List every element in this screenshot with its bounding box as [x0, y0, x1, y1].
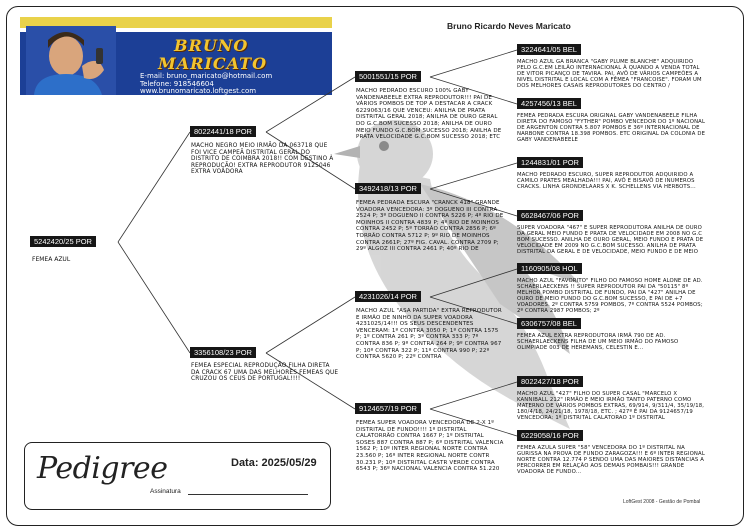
dam-sire-description: MACHO AZUL "ASA PARTIDA" EXTRA REPRODUTOR E IRMÃO DE NINHO DA SUPER VOADORA 4231025/14!!! OS SEUS DESCENDENTES VENCERAM: 1º CONTRA 3050 P; 1º CONTRA 1575 P; 1º CONTRA 261 P; 3º CONTRA 333 P; 7º CONTRA 836 P; 9º CONTRA 264 P; 9º CONTRA 967 P; 10º CONTRA 322 P; 11º CONTRA 990 P; 22º CONTRA 5620 P; 22º CONTRA: [356, 308, 502, 361]
pedigree-logo: Pedigree: [37, 451, 168, 486]
breeder-name-line1: BRUNO: [174, 36, 249, 55]
gg-ring-1: 3224641/05 BEL: [517, 44, 581, 55]
sire-description: MACHO NEGRO MEIO IRMÃO DA 063718 QUE FOI VICE CAMPEÃ DISTRITAL GERAL DO DISTRITO DE COIMBRA 2018!! COM DESTINO À REPRODUÇÃO! EXTRA REPRODUTOR 9125046 EXTRA VOADORA: [191, 143, 334, 176]
owner-name: Bruno Ricardo Neves Maricato: [447, 21, 571, 31]
dam-description: FEMEA ESPECIAL REPRODUÇÃO FILHA DIRETA DA CRACK 67 UMA DAS MELHORES FEMEAS QUE CRUZOU OS CEUS DE PORTUGAL!!!!: [191, 363, 339, 383]
breeder-website: www.brunomaricato.loftgest.com: [140, 87, 257, 95]
signature-box: [24, 442, 331, 510]
signature-label: Assinatura: [150, 488, 181, 495]
gg-description-2: FEMEA PEDRADA ESCURA ORIGINAL GABY VANDENABEELE FILHA DIRETA DO FAMOSO "FYTHER" POMBO VENCEDOR DO 1º NACIONAL DE ARGENTON CONTRA 5.807 POMBOS E 36º INTERNACIONAL DE NARBONE CONTRA 18.398 POMBOS. ETC ORIGINAL DA COLONIA DE GABY VANDENABEELE: [517, 113, 706, 143]
gg-ring-6: 6306757/08 BEL: [517, 318, 581, 329]
sire-sire-ring: 5001551/15 POR: [355, 71, 421, 82]
gg-description-7: MACHO AZUL "427" FILHO DO SUPER CASAL "MARCELO X KANNIBALL 212" IRMÃO E MEIO IRMÃO TANTO PATERNO COMO MATERNO DE VÁRIOS POMBOS EXTRAS, 69/914, 9/311/4, 35/19/18, 180/4/18, 24/21/18, 1978/18, ETC. ; 427º É PAI DA 9124657/19 VENCEDORA: 1º DISTRITAL CALATORAO 1º DISTRITAL: [517, 391, 705, 421]
gg-description-8: FEMEA AZULA SUPER "58" VENCEDORA DO 1º DISTRITAL NA GURISSA NA PROVA DE FUNDO ZARAGOZA!!! E 6º INTER REGIONAL NORTE CONTRA 12.774 P SENDO UMA DAS MAIORES DISTANCIAS A PERCORRER EM RELAÇÃO AOS DEMAIS POMBAIS!!! GRANDE VOADORA DE FUNDO...: [517, 445, 705, 475]
signature-line: [188, 494, 308, 495]
sire-dam-ring: 3492418/13 POR: [355, 183, 421, 194]
gg-description-5: MACHO AZUL "FAVORITO" FILHO DO FAMOSO HOME ALONE DE AD. SCHAERLAECKENS !! SUPER REPRODUTOR PAI DA "50115" 8º MELHOR POMBO DISTRITAL DE FUNDO, PAI DA "427" ANILHA DE OURO DE MEIO FUNDO DO G.C.BOM SUCESSO, E PAI DE +7 VOADORES. 2º CONTRA 5759 POMBOS, 7º CONTRA 5524 POMBOS; 2º CONTRA 2987 POMBOS; 2º: [517, 278, 703, 314]
dam-dam-ring: 9124657/19 POR: [355, 403, 421, 414]
pedigree-date: Data: 2025/05/29: [231, 457, 317, 469]
footer-credit: LoftGest 2008 - Gestão de Pombal: [623, 499, 701, 505]
subject-ring: 5242420/25 POR: [30, 236, 96, 247]
breeder-name-line2: MARICATO: [158, 54, 268, 73]
gg-description-3: MACHO PEDRADO ESCURO, SUPER REPRODUTOR ADQUIRIDO A CAMILO PRATES MEALHADA!!! PAI, AVÔ E BISAVÔ DE INUMEROS CRACKS. LINHA GRONDELAARS X K. SCHELLENS VIA HERBOTS...: [517, 172, 696, 190]
gg-ring-2: 4257456/13 BEL: [517, 98, 581, 109]
gg-description-6: FEMEA AZUL EXTRA REPRODUTORA IRMÃ 790 DE AD. SCHAERLAECKENS FILHA DE UM MEIO IRMÃO DO FAMOSO OLIMPIADE 003 DE HEREMANS, CELESTIN E...: [517, 333, 679, 351]
gg-ring-5: 1160905/08 HOL: [517, 263, 582, 274]
subject-description: FEMEA AZUL: [32, 256, 71, 263]
gg-ring-8: 6229058/16 POR: [517, 430, 583, 441]
sire-dam-description: FEMEA PEDRADA ESCURA "CRANCK 418" GRANDE VOADORA VENCEDORA: 3º DOGUENO III CONTRA 2524 P; 3º DOGUENO II CONTRA 5226 P; 4º RIO DE MOINHOS II CONTRA 4839 P; 4º RIO DE MOINHOS CONTRA 2452 P; 5º TORRÃO CONTRA 2856 P; 6º TORRÃO CONTRA 5712 P; 9º RIO DE MOINHOS CONTRA 2661P; 27º FIG. CAVAL. CONTRA 2709 P; 29º ALGOZ III CONTRA 2461 P; 40º RIO DE: [356, 200, 504, 253]
dam-ring: 3356108/23 POR: [190, 347, 256, 358]
breeder-phone: Telefone: 918546604: [140, 79, 214, 88]
sire-sire-description: MACHO PEDRADO ESCURO 100% GABY VANDENABEELE EXTRA REPRODUTOR!!! PAI DE VÁRIOS POMBOS DE TOP A DESTACAR A CRACK 6229063/16 QUE VENCEU: ANILHA DE PRATA DISTRITAL GERAL 2018; ANILHA DE OURO GERAL DO G.C.BOM SUCESSO 2018; ANILHA DE OURO MEIO FUNDO G.C.BOM SUCESSO 2018; ANILHA DE PRATA VELOCIDADE G.C.BOM SUCESSO 2018; ETC: [356, 88, 502, 141]
sire-ring: 8022441/18 POR: [190, 126, 256, 137]
dam-sire-ring: 4231026/14 POR: [355, 291, 421, 302]
gg-ring-4: 6628467/06 POR: [517, 210, 583, 221]
dam-dam-description: FEMEA SUPER VOADORA VENCEDORA DE 2-X 1º DISTRITAL DE FUNDO!!!! 1º DISTRITAL CALATORRÃO CONTRA 1667 P; 1º DISTRITAL SOSES 887 CONTRA 887 P; 6º DISTRITAL VALENCIA 1562 P; 10º INTER REGIONAL NORTE CONTRA 23.560 P; 16º INTER REGIONAL NORTE CONTR 30.231 P; 10º DISTRITAL CASTR VERDE CONTRA 6543 P; 36º NACIONAL VALENCIA CONTRA 51.220: [356, 420, 504, 473]
gg-description-4: SUPER VOADORA "467" E SUPER REPRODUTORA ANILHA DE OURO DA GERAL MEIO FUNDO E PRATA DE VELOCIDADE EM 2008 NO G.C BOM SUCESSO. ANILHA DE OURO GERAL, MEIO FUNDO E PRATA DE VELOCIDADE EM 2009 NO G.C.BOM SUCESSO. ANILHA DE PRATA DISTRITAL DA GERAL E DE VELOCIDADE, MEIO FUNDO E DE MEIO: [517, 225, 704, 255]
breeder-email: E-mail: bruno_maricato@hotmail.com: [140, 72, 273, 80]
gg-description-1: MACHO AZUL GA BRANCA "GABY PLUME BLANCHE" ADQUIRIDO PELO G.C.EM LEILÃO INTERNACIONAL À QUANDO A VENDA TOTAL DE VITOR PICANÇO DE TAVIRA. PAI, AVÔ DE VÁRIOS CAMPEÕES A NIVEL DISTRITAL E LOCAL COM A FÊMEA "FRANCOISE". FORAM UM DOS MELHORES CASAIS REPRODUTORES DO CENTRO /: [517, 59, 702, 89]
gg-ring-3: 1244831/01 POR: [517, 157, 583, 168]
gg-ring-7: 8022427/18 POR: [517, 376, 583, 387]
